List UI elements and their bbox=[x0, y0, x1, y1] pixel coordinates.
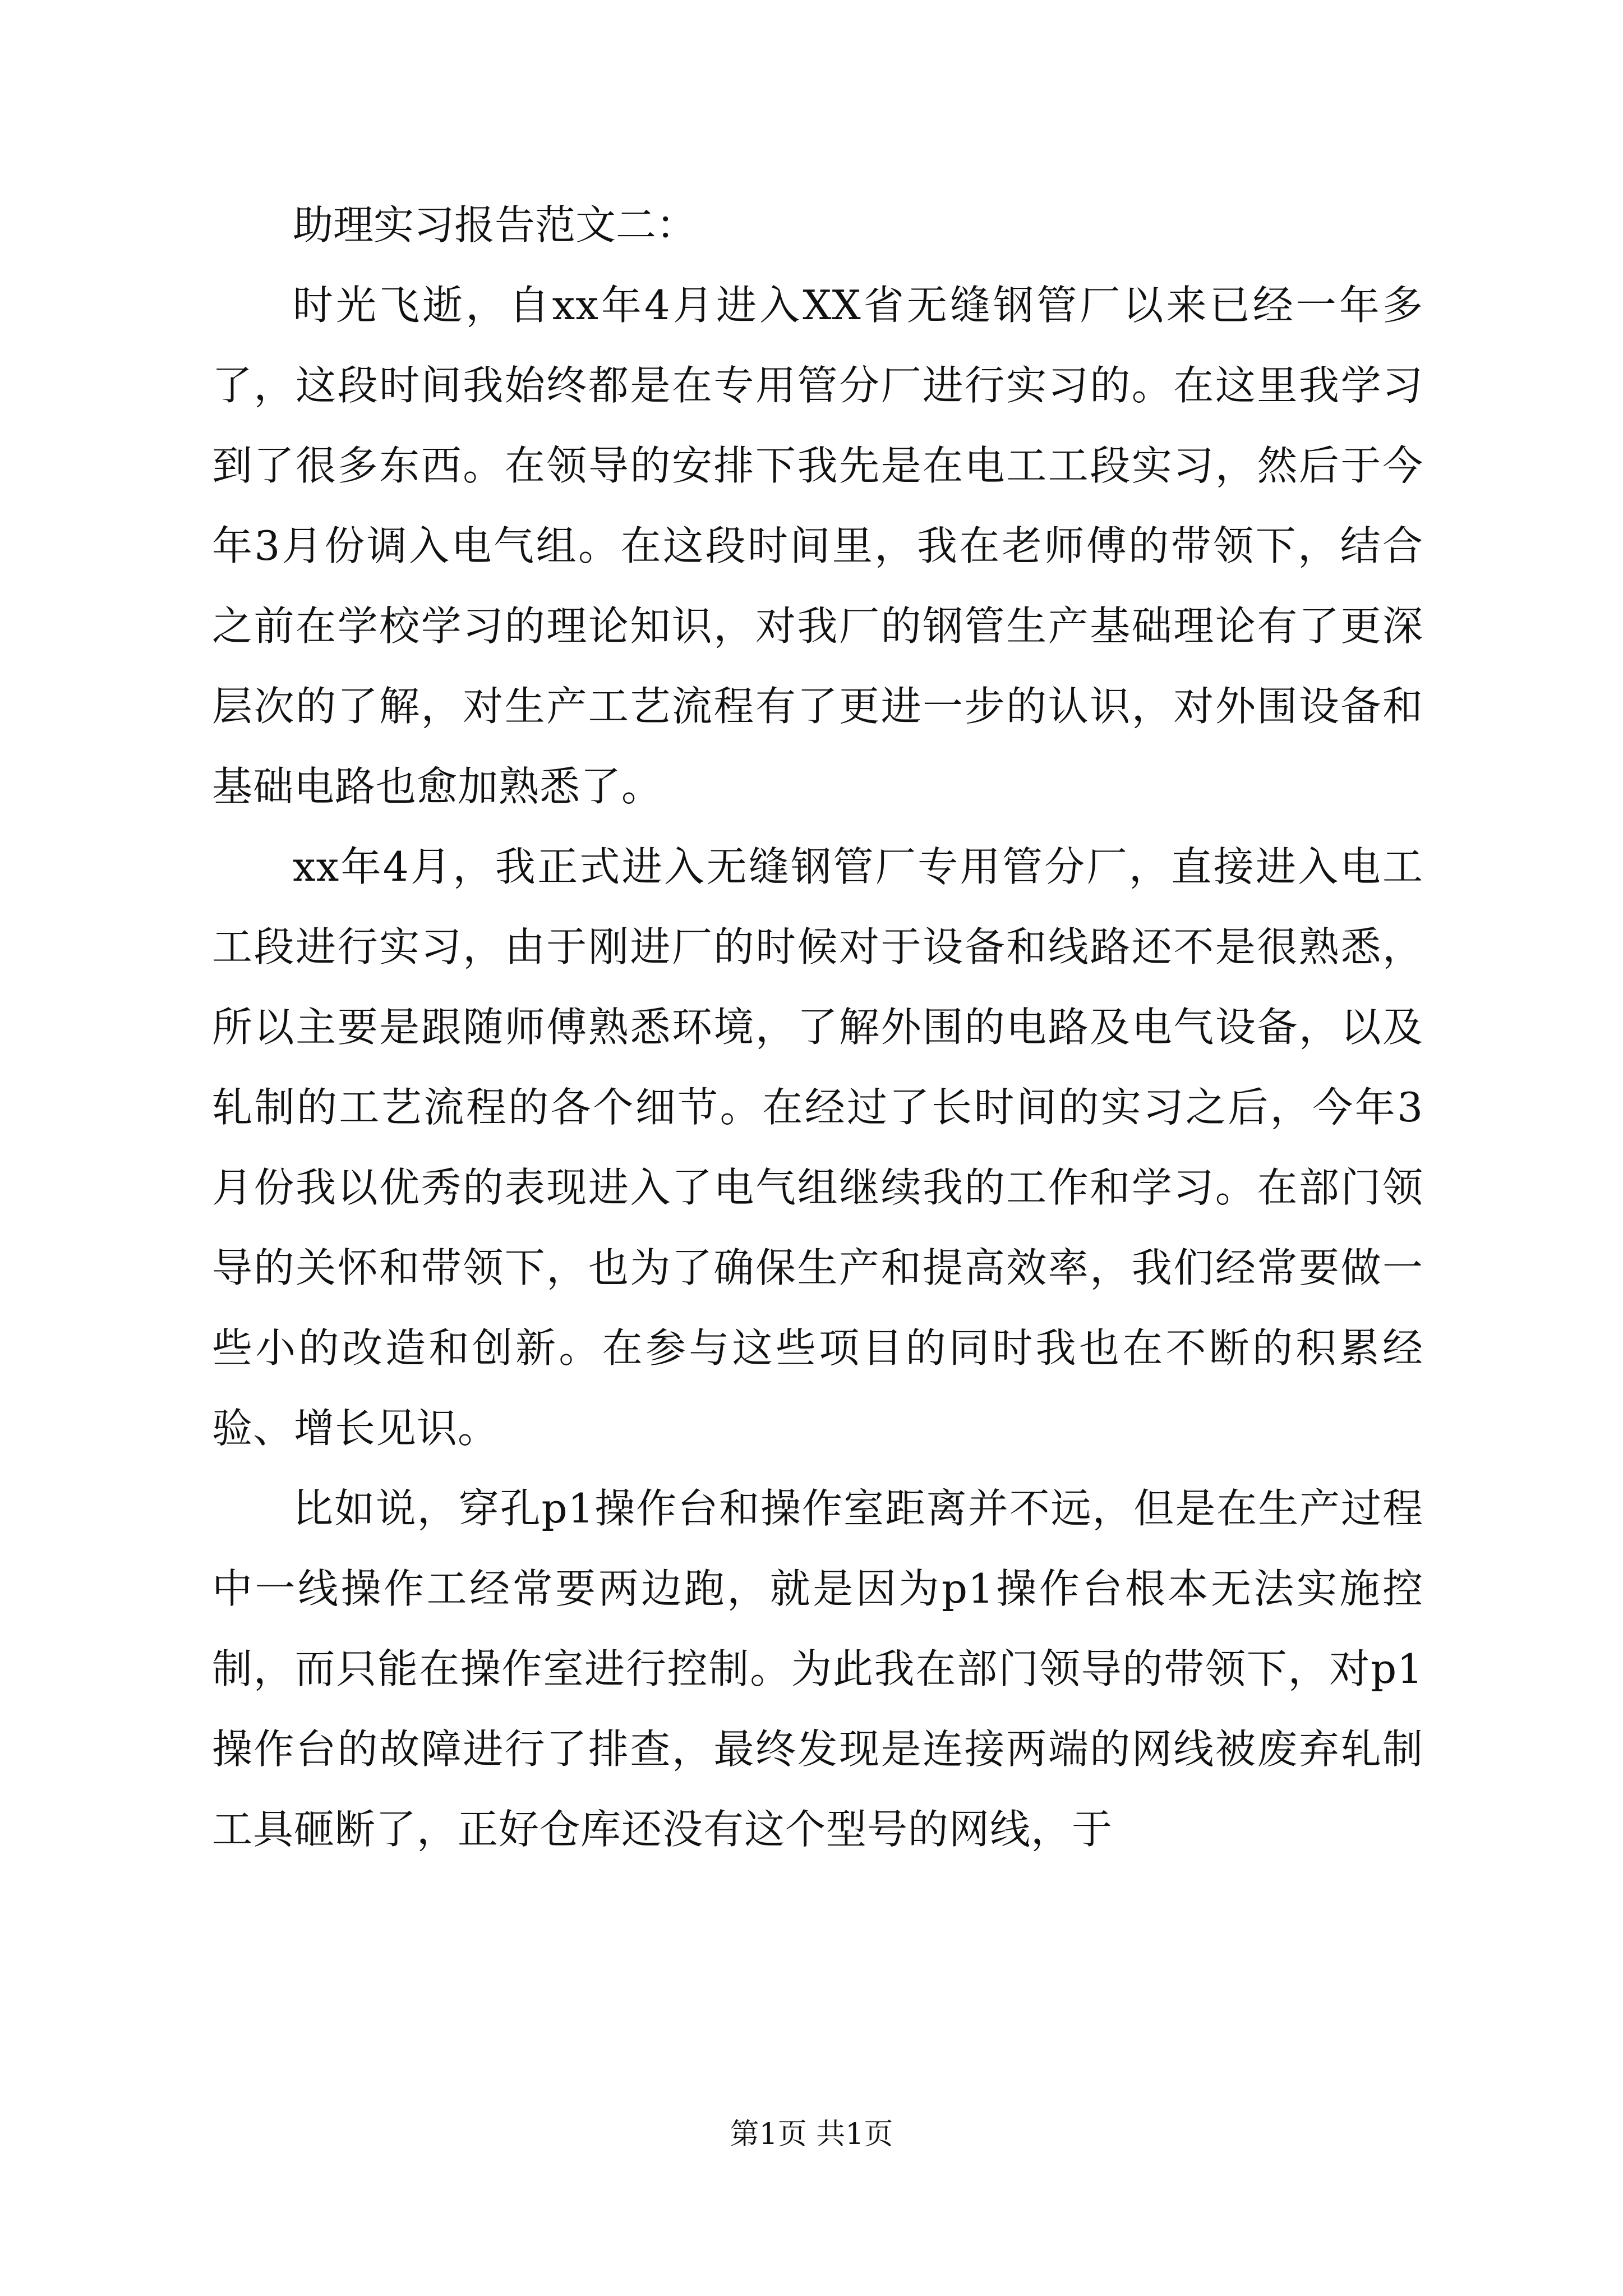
document-body bbox=[212, 185, 1423, 1870]
paragraph-3: 比如说，穿孔p1操作台和操作室距离并不远，但是在生产过程中一线操作工经常要两边跑，就是因为p1操作台根本无法实施控制，而只能在操作室进行控制。为此我在部门领导的带领下，对p1操作台的故障进行了排查，最终发现是连接两端的网线被废弃轧制工具砸断了，正好仓库还没有这个型号的网线，于 bbox=[212, 1485, 1423, 1853]
paragraph-1: 时光飞逝，自xx年4月进入XX省无缝钢管厂以来已经一年多了，这段时间我始终都是在专用管分厂进行实习的。在这里我学习到了很多东西。在领导的安排下我先是在电工工段实习，然后于今年3月份调入电气组。在这段时间里，我在老师傅的带领下，结合之前在学校学习的理论知识，对我厂的钢管生产基础理论有了更深层次的了解，对生产工艺流程有了更进一步的认识，对外围设备和基础电路也愈加熟悉了。 bbox=[212, 282, 1423, 810]
document-heading: 助理实习报告范文二： bbox=[293, 201, 697, 249]
paragraph-2: xx年4月，我正式进入无缝钢管厂专用管分厂，直接进入电工工段进行实习，由于刚进厂的时候对于设备和线路还不是很熟悉，所以主要是跟随师傅熟悉环境，了解外围的电路及电气设备，以及轧制的工艺流程的各个细节。在经过了长时间的实习之后，今年3月份我以优秀的表现进入了电气组继续我的工作和学习。在部门领导的关怀和带领下，也为了确保生产和提高效率，我们经常要做一些小的改造和创新。在参与这些项目的同时我也在不断的积累经验、增长见识。 bbox=[212, 843, 1423, 1452]
page-footer: 第1页 共1页 bbox=[730, 2118, 893, 2151]
